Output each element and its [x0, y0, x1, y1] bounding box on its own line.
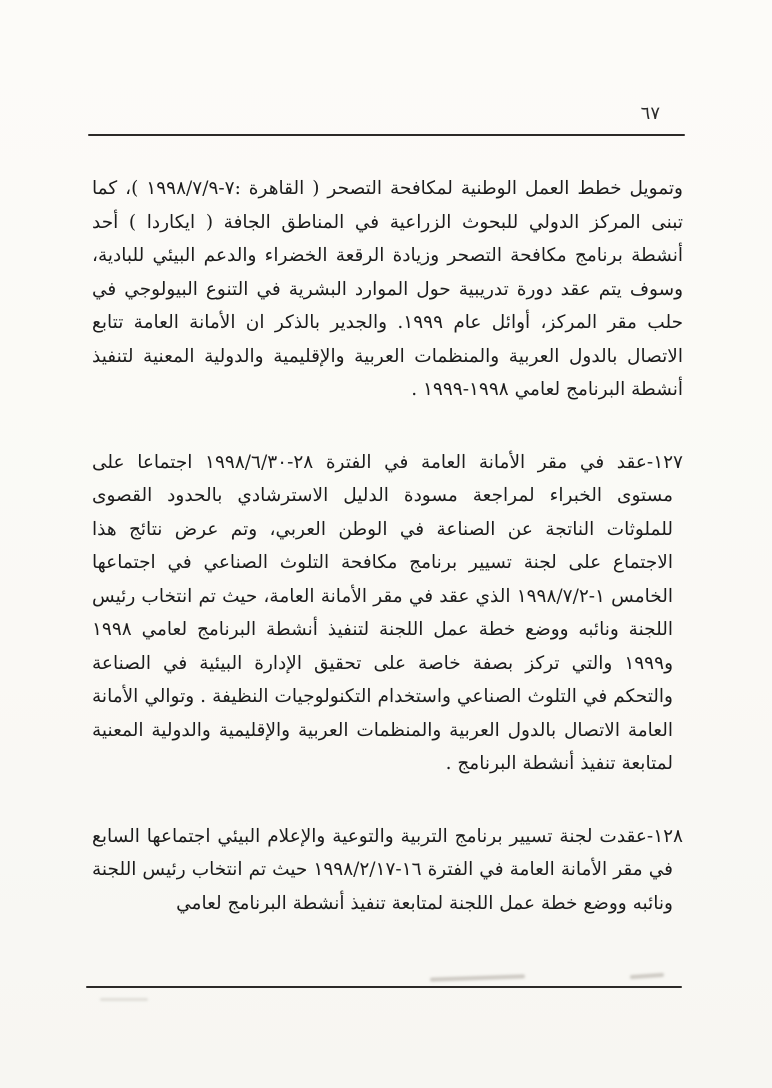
item-number-127: ١٢٧- — [646, 451, 683, 473]
paragraph-continuation — [92, 172, 683, 407]
document-body — [92, 172, 683, 920]
pencil-smudge — [430, 974, 525, 981]
paragraph-text: وتمويل خطط العمل الوطنية لمكافحة التصحر ( القاهرة :٧-١٩٩٨/٧/٩ )، كما تبنى المركز الدولي للبحوث الزراعية في المناطق الجافة ( ايكاردا ) أحد أنشطة برنامج مكافحة التصحر وزيادة الرقعة الخضراء والدعم البيئي للبادية، وسوف يتم عقد دورة تدريبية حول الموارد البشرية في التنوع البيولوجي في حلب مقر المركز، أوائل عام ١٩٩٩. والجدير بالذكر ان الأمانة العامة تتابع الاتصال بالدول العربية والمنظمات العربية والإقليمية والدولية المعنية لتنفيذ أنشطة البرنامج لعامي ١٩٩٨-١٩٩٩ . — [92, 178, 684, 400]
paragraph-text: عقدت لجنة تسيير برنامج التربية والتوعية والإعلام البيئي اجتماعها السابع في مقر الأمانة العامة في الفترة ١٦-١٩٩٨/٢/١٧ حيث تم انتخاب رئيس اللجنة ونائبه ووضع خطة عمل اللجنة لمتابعة تنفيذ أنشطة البرنامج لعامي — [92, 825, 673, 914]
page-number: ٦٧ — [640, 103, 660, 124]
paragraph-text: عقد في مقر الأمانة العامة في الفترة ٢٨-١٩٩٨/٦/٣٠ اجتماعا على مستوى الخبراء لمراجعة مسودة الدليل الاسترشادي بالحدود القصوى للملوثات الناتجة عن الصناعة في الوطن العربي، وتم عرض نتائج هذا الاجتماع على لجنة تسيير برنامج مكافحة التلوث الصناعي في اجتماعها الخامس ١-١٩٩٨/٧/٢ الذي عقد في مقر الأمانة العامة، حيث تم انتخاب رئيس اللجنة ونائبه ووضع خطة عمل اللجنة لتنفيذ أنشطة البرنامج لعامي ١٩٩٨ و١٩٩٩ والتي تركز بصفة خاصة على تحقيق الإدارة البيئية في الصناعة والتحكم في التلوث الصناعي واستخدام التكنولوجيات النظيفة . وتوالي الأمانة العامة الاتصال بالدول العربية والمنظمات العربية والإقليمية والدولية المعنية لمتابعة تنفيذ أنشطة البرنامج . — [92, 451, 674, 774]
item-number-128: ١٢٨- — [646, 825, 683, 847]
bottom-divider — [86, 986, 682, 988]
pencil-smudge — [630, 973, 664, 979]
top-divider — [88, 134, 685, 136]
paragraph-item-127 — [92, 446, 683, 781]
paragraph-item-128 — [92, 820, 683, 921]
pencil-smudge — [100, 998, 148, 1001]
